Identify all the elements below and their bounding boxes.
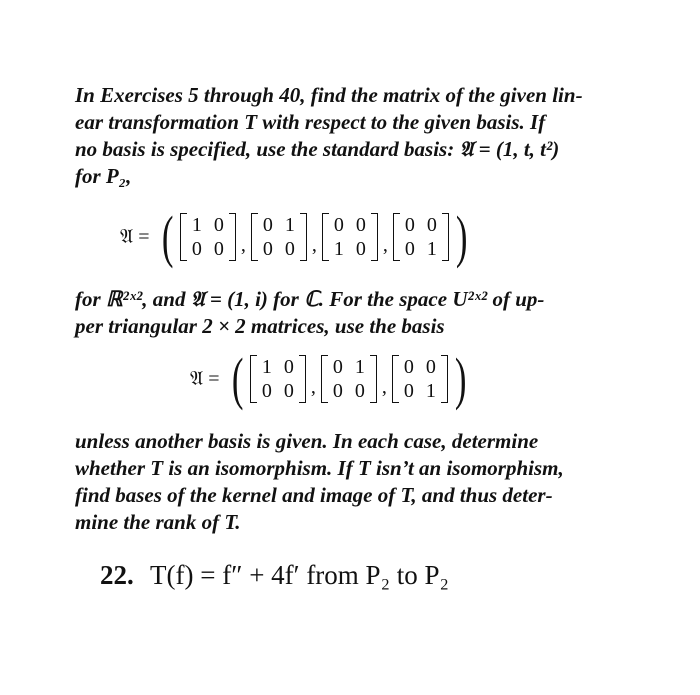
closing-line: find bases of the kernel and image of T, and thus deter-	[75, 483, 553, 507]
intro-line: for P₂,	[75, 164, 132, 188]
matrix-entry: 1	[425, 379, 436, 402]
left-paren: (	[231, 346, 244, 411]
middle-line: for ℝ²ˣ², and 𝔄 = (1, i) for ℂ. For the space U²ˣ² of up-	[75, 287, 545, 311]
closing-line: whether T is an isomorphism. If T isn’t an isomorphism,	[75, 456, 564, 480]
separator: ,	[310, 375, 316, 398]
matrix-entry: 0	[283, 355, 294, 378]
matrix-entry: 0	[403, 355, 414, 378]
separator: ,	[381, 375, 387, 398]
basis-matrix	[250, 355, 306, 403]
basis-matrix	[251, 213, 307, 261]
matrix-entry: 1	[261, 355, 272, 378]
basis-matrix	[180, 213, 236, 261]
matrix-entry: 0	[403, 379, 414, 402]
intro-line: no basis is specified, use the standard basis: 𝔄 = (1, t, t²)	[75, 137, 560, 161]
matrix-entry: 0	[332, 379, 343, 402]
matrix-entry: 1	[426, 237, 437, 260]
separator: ,	[311, 233, 317, 256]
matrix-entry: 0	[262, 213, 273, 236]
basis-matrix	[393, 213, 449, 261]
intro-paragraph	[75, 82, 645, 190]
matrix-entry: 0	[213, 213, 224, 236]
matrix-entry: 0	[261, 379, 272, 402]
matrix-entry: 0	[426, 213, 437, 236]
right-paren: )	[455, 204, 468, 269]
closing-paragraph	[75, 428, 645, 536]
matrix-entry: 0	[425, 355, 436, 378]
middle-line: per triangular 2 × 2 matrices, use the basis	[75, 314, 445, 338]
matrix-entry: 0	[355, 213, 366, 236]
intro-line: ear transformation T with respect to the given basis. If	[75, 110, 546, 134]
basis-matrix	[321, 355, 377, 403]
matrix-entry: 0	[333, 213, 344, 236]
matrix-entry: 0	[284, 237, 295, 260]
matrix-entry: 0	[354, 379, 365, 402]
right-paren: )	[454, 346, 467, 411]
basis-equation-r2x2	[120, 204, 471, 269]
matrix-entry: 0	[404, 237, 415, 260]
matrix-entry: 0	[213, 237, 224, 260]
matrix-entry: 0	[283, 379, 294, 402]
closing-line: mine the rank of T.	[75, 510, 241, 534]
matrix-entry: 0	[262, 237, 273, 260]
matrix-entry: 0	[355, 237, 366, 260]
separator: ,	[382, 233, 388, 256]
matrix-entry: 1	[354, 355, 365, 378]
matrix-entry: 1	[333, 237, 344, 260]
basis-matrix	[322, 213, 378, 261]
left-paren: (	[161, 204, 174, 269]
matrix-entry: 0	[191, 237, 202, 260]
exercise-statement: T(f) = f″ + 4f′ from P₂ to P₂	[150, 560, 449, 590]
intro-line: In Exercises 5 through 40, find the matrix of the given lin-	[75, 83, 583, 107]
matrix-entry: 1	[191, 213, 202, 236]
closing-line: unless another basis is given. In each case, determine	[75, 429, 539, 453]
matrix-entry: 0	[404, 213, 415, 236]
basis-equation-upper-triangular	[190, 346, 470, 411]
exercise-22	[100, 560, 449, 591]
basis-matrix	[392, 355, 448, 403]
exercise-number: 22.	[100, 560, 134, 590]
middle-paragraph	[75, 286, 645, 340]
matrix-entry: 0	[332, 355, 343, 378]
separator: ,	[240, 233, 246, 256]
matrix-entry: 1	[284, 213, 295, 236]
basis-symbol: 𝔄 =	[190, 367, 220, 390]
basis-symbol: 𝔄 =	[120, 225, 150, 248]
